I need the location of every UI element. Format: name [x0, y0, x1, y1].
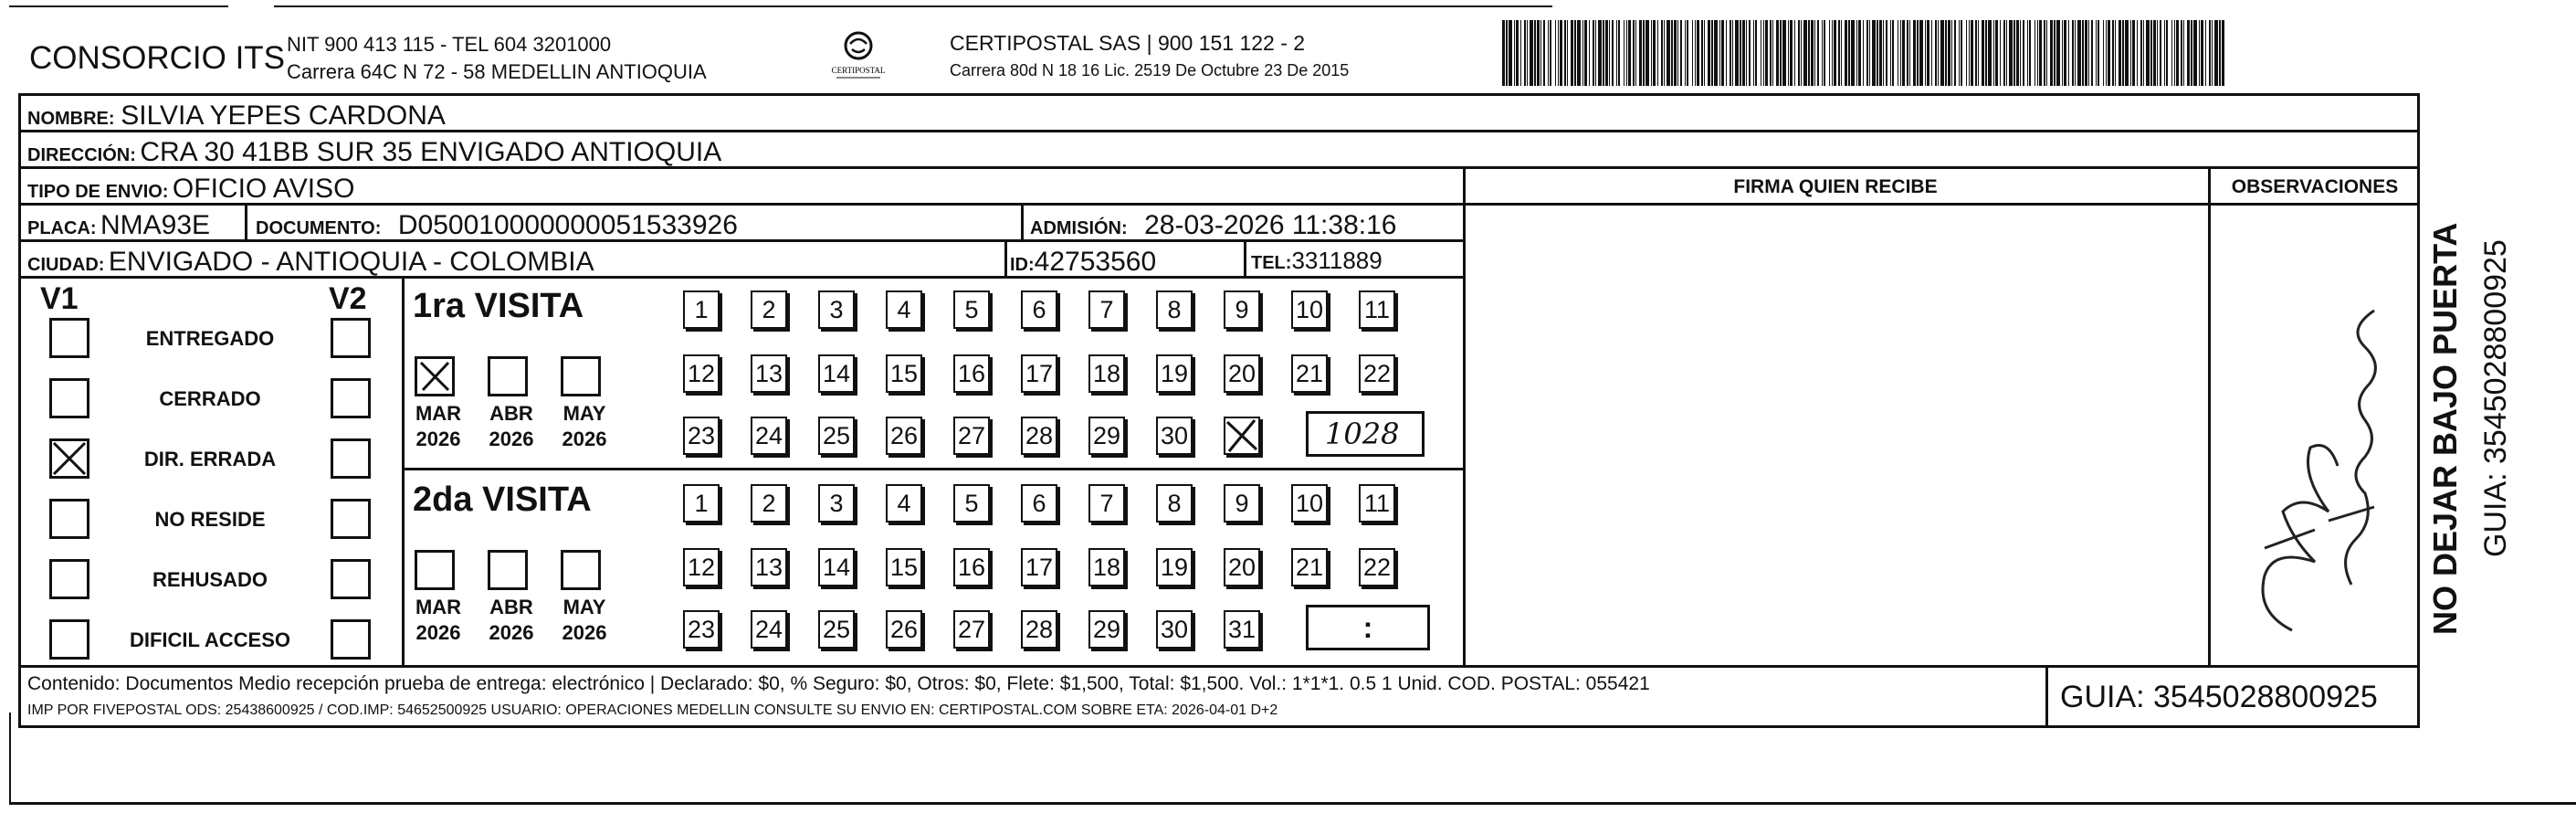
company-name: CONSORCIO ITS: [29, 40, 286, 76]
day-box[interactable]: 26: [886, 417, 922, 455]
day-box[interactable]: 4: [886, 290, 922, 329]
day-box[interactable]: 8: [1156, 290, 1193, 329]
day-box[interactable]: 3: [818, 484, 855, 523]
footer-content-line: Contenido: Documentos Medio recepción prueba de entrega: electrónico | Declarado: $0, % Seguro: $0, Otros: $0, Flete: $1,500, Total: $1,500. Vol.: 1*1*1. 0.5 1 Unid. COD. POSTAL: 055421: [27, 673, 1650, 694]
day-box[interactable]: 18: [1088, 354, 1125, 393]
day-box[interactable]: 28: [1021, 610, 1057, 649]
tel-label: TEL:: [1251, 253, 1292, 273]
day-box[interactable]: 18: [1088, 548, 1125, 586]
placa-label: PLACA:: [27, 218, 97, 238]
day-box[interactable]: 11: [1359, 484, 1395, 523]
footer-divider: [18, 665, 2420, 668]
carrier-name: CERTIPOSTAL SAS | 900 151 122 - 2: [950, 31, 1306, 55]
x-mark-icon: [1225, 418, 1258, 453]
company-nit: NIT 900 413 115 - TEL 604 3201000: [287, 33, 612, 56]
second-visit-title: 2da VISITA: [413, 480, 592, 519]
tipo-envio-value: OFICIO AVISO: [172, 174, 355, 204]
status-label: REHUSADO: [152, 568, 268, 591]
v1-checkbox[interactable]: [49, 619, 89, 660]
nombre-field: [27, 102, 446, 130]
row-divider: [18, 203, 2420, 206]
carrier-address: Carrera 80d N 18 16 Lic. 2519 De Octubre 23 De 2015: [950, 61, 1350, 79]
month-label: MAY: [563, 402, 606, 425]
day-box[interactable]: 17: [1021, 548, 1057, 586]
day-box[interactable]: 26: [886, 610, 922, 649]
placa-field: [27, 212, 210, 239]
year-label: 2026: [489, 428, 534, 450]
day-box[interactable]: 9: [1224, 290, 1260, 329]
day-box[interactable]: 21: [1291, 548, 1328, 586]
id-field: [1010, 248, 1156, 276]
day-box[interactable]: 31: [1224, 610, 1260, 649]
tipo-envio-label: TIPO DE ENVIO:: [27, 182, 169, 202]
documento-value: D050010000000051533926: [397, 210, 738, 240]
day-box[interactable]: 12: [683, 354, 720, 393]
day-box[interactable]: 5: [953, 484, 990, 523]
col-divider: [1463, 166, 1466, 665]
col-divider: [1021, 203, 1024, 239]
day-box[interactable]: 7: [1088, 290, 1125, 329]
v2-checkbox[interactable]: [331, 559, 371, 599]
bottom-edge-line: [9, 802, 2576, 805]
month-label: MAY: [563, 596, 606, 618]
day-box[interactable]: 25: [818, 417, 855, 455]
company-address: Carrera 64C N 72 - 58 MEDELLIN ANTIOQUIA: [287, 60, 707, 83]
col-divider: [2045, 665, 2048, 728]
footer-print-line: IMP POR FIVEPOSTAL ODS: 25438600925 / COD.IMP: 54652500925 USUARIO: OPERACIONES MEDELLIN CONSULTE SU ENVIO EN: CERTIPOSTAL.COM SOBRE ETA: 2026-04-01 D+2: [27, 702, 1278, 718]
day-box[interactable]: 14: [818, 354, 855, 393]
x-mark-icon: [417, 359, 452, 394]
day-box[interactable]: 7: [1088, 484, 1125, 523]
day-box[interactable]: 6: [1021, 290, 1057, 329]
direccion-field: [27, 139, 721, 166]
documento-field: [256, 212, 738, 239]
year-label: 2026: [415, 428, 461, 450]
day-box[interactable]: 3: [818, 290, 855, 329]
day-box[interactable]: 29: [1088, 417, 1125, 455]
day-box[interactable]: 17: [1021, 354, 1057, 393]
status-label: DIFICIL ACCESO: [129, 628, 290, 651]
col-divider: [1004, 239, 1007, 276]
month-checkbox[interactable]: [415, 356, 455, 396]
v2-checkbox[interactable]: [331, 378, 371, 418]
month-checkbox[interactable]: [488, 356, 528, 396]
year-label: 2026: [562, 428, 607, 450]
first-visit-time-handwritten: 1028: [1325, 417, 1400, 451]
day-box[interactable]: 10: [1291, 290, 1328, 329]
day-box[interactable]: 28: [1021, 417, 1057, 455]
tel-field: [1251, 248, 1383, 272]
month-checkbox[interactable]: [561, 550, 601, 590]
v1-checkbox[interactable]: [49, 499, 89, 539]
placa-value: NMA93E: [100, 210, 211, 240]
tipo-envio-field: [27, 175, 354, 203]
status-label: NO RESIDE: [154, 508, 266, 531]
second-visit-time-box[interactable]: :: [1306, 605, 1430, 650]
tel-value: 3311889: [1291, 247, 1383, 274]
month-label: ABR: [489, 596, 533, 618]
barcode-bar: [2222, 20, 2224, 86]
day-box[interactable]: 8: [1156, 484, 1193, 523]
day-box[interactable]: 12: [683, 548, 720, 586]
id-value: 42753560: [1034, 247, 1157, 277]
day-box[interactable]: 9: [1224, 484, 1260, 523]
year-label: 2026: [415, 621, 461, 644]
firma-label: FIRMA QUIEN RECIBE: [1733, 176, 1938, 197]
day-box[interactable]: 27: [953, 610, 990, 649]
certipostal-logo: [822, 27, 895, 80]
first-visit-time-box[interactable]: [1306, 411, 1425, 457]
day-box[interactable]: 20: [1224, 548, 1260, 586]
direccion-label: DIRECCIÓN:: [27, 145, 136, 165]
day-box[interactable]: 14: [818, 548, 855, 586]
ciudad-field: [27, 248, 594, 276]
day-box[interactable]: 16: [953, 354, 990, 393]
month-label: MAR: [415, 596, 462, 618]
day-box[interactable]: 15: [886, 548, 922, 586]
col-divider: [1244, 239, 1246, 276]
year-label: 2026: [489, 621, 534, 644]
day-box[interactable]: 24: [751, 417, 787, 455]
col-divider: [245, 203, 247, 241]
day-box[interactable]: 30: [1156, 610, 1193, 649]
top-edge-line: [9, 5, 228, 7]
status-label: ENTREGADO: [145, 327, 275, 350]
month-checkbox[interactable]: [561, 356, 601, 396]
top-edge-line: [274, 5, 1552, 7]
day-box[interactable]: 23: [683, 610, 720, 649]
id-label: ID:: [1010, 255, 1035, 275]
v1-checkbox[interactable]: [49, 318, 89, 358]
v1-checkbox[interactable]: [49, 559, 89, 599]
day-box[interactable]: 22: [1359, 548, 1395, 586]
day-box[interactable]: 21: [1291, 354, 1328, 393]
x-mark-icon: [52, 441, 87, 476]
day-box[interactable]: 13: [751, 548, 787, 586]
month-checkbox[interactable]: [488, 550, 528, 590]
status-label: CERRADO: [159, 387, 261, 410]
col-divider: [2208, 166, 2211, 665]
day-box[interactable]: 20: [1224, 354, 1260, 393]
admision-value: 28-03-2026 11:38:16: [1144, 210, 1397, 240]
status-label: DIR. ERRADA: [143, 448, 277, 470]
ciudad-label: CIUDAD:: [27, 255, 105, 275]
handwritten-signature: [2228, 247, 2392, 649]
day-box[interactable]: 25: [818, 610, 855, 649]
col-divider: [402, 276, 405, 665]
nombre-value: SILVIA YEPES CARDONA: [121, 100, 446, 131]
day-box[interactable]: 2: [751, 290, 787, 329]
first-visit-title: 1ra VISITA: [413, 287, 584, 325]
v1-label: V1: [40, 281, 79, 316]
ciudad-value: ENVIGADO - ANTIOQUIA - COLOMBIA: [108, 247, 594, 277]
visit-divider: [402, 468, 1463, 470]
v1-checkbox[interactable]: [49, 438, 89, 479]
day-box[interactable]: 30: [1156, 417, 1193, 455]
side-guia: GUIA: 3545028800925: [2478, 239, 2513, 557]
day-box[interactable]: 5: [953, 290, 990, 329]
day-box[interactable]: 4: [886, 484, 922, 523]
v2-checkbox[interactable]: [331, 499, 371, 539]
admision-label: ADMISIÓN:: [1030, 218, 1128, 238]
barcode: [1502, 20, 2233, 86]
day-box[interactable]: 13: [751, 354, 787, 393]
v1-checkbox[interactable]: [49, 378, 89, 418]
year-label: 2026: [562, 621, 607, 644]
day-box[interactable]: 1: [683, 290, 720, 329]
day-box[interactable]: 29: [1088, 610, 1125, 649]
documento-label: DOCUMENTO:: [256, 218, 382, 238]
day-box[interactable]: 23: [683, 417, 720, 455]
day-box[interactable]: 19: [1156, 354, 1193, 393]
footer-guia: GUIA: 3545028800925: [2060, 680, 2378, 714]
day-box[interactable]: 6: [1021, 484, 1057, 523]
month-checkbox[interactable]: [415, 550, 455, 590]
nombre-label: NOMBRE:: [27, 109, 115, 129]
day-box[interactable]: 10: [1291, 484, 1328, 523]
month-label: MAR: [415, 402, 462, 425]
v2-checkbox[interactable]: [331, 438, 371, 479]
day-box[interactable]: 1: [683, 484, 720, 523]
admision-field: [1030, 212, 1396, 239]
day-box[interactable]: 22: [1359, 354, 1395, 393]
left-edge-line: [9, 713, 11, 804]
day-box[interactable]: 2: [751, 484, 787, 523]
no-dejar-bajo-puerta: NO DEJAR BAJO PUERTA: [2426, 222, 2464, 635]
v2-label: V2: [329, 281, 367, 316]
day-box[interactable]: 11: [1359, 290, 1395, 329]
observaciones-label: OBSERVACIONES: [2231, 176, 2399, 197]
svg-text:CERTIPOSTAL: CERTIPOSTAL: [831, 66, 886, 75]
month-label: ABR: [489, 402, 533, 425]
day-box[interactable]: 15: [886, 354, 922, 393]
day-box[interactable]: [1224, 417, 1260, 455]
day-box[interactable]: 24: [751, 610, 787, 649]
day-box[interactable]: 16: [953, 548, 990, 586]
v2-checkbox[interactable]: [331, 619, 371, 660]
direccion-value: CRA 30 41BB SUR 35 ENVIGADO ANTIOQUIA: [140, 137, 722, 167]
day-box[interactable]: 27: [953, 417, 990, 455]
day-box[interactable]: 19: [1156, 548, 1193, 586]
v2-checkbox[interactable]: [331, 318, 371, 358]
